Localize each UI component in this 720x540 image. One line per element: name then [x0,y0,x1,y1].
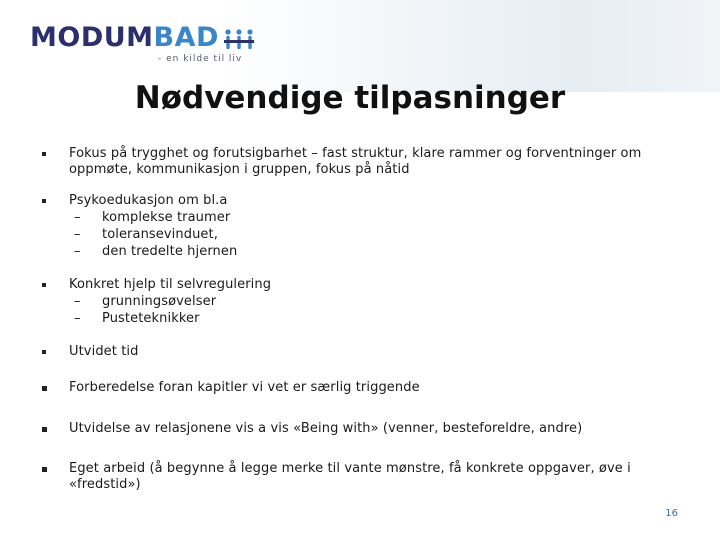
dash-marker: – [74,227,81,242]
bullet-marker [42,386,47,391]
dash-marker: – [74,311,81,326]
sub-item [69,243,689,260]
dash-marker: – [74,294,81,309]
bullet-marker [42,427,47,432]
sub-item [69,310,689,327]
logo-name-dark: MODUM [30,22,154,53]
list-item-text: Konkret hjelp til selvregulering [69,277,272,292]
sub-item [69,209,689,226]
sub-item-text: grunningsøvelser [102,294,217,309]
bullet-marker [42,152,46,156]
list-item-text: Eget arbeid (å begynne å legge merke til vante mønstre, få konkrete oppgaver, øve i «fredstid») [69,461,631,492]
bullet-marker [42,467,47,472]
page-title: Nødvendige tilpasninger [134,80,566,116]
list-item-text: Utvidelse av relasjonene vis a vis «Being with» (venner, besteforeldre, andre) [69,421,583,436]
list-item-text: Psykoedukasjon om bl.a [69,193,228,208]
logo-tagline: - en kilde til liv [158,54,243,64]
bullet-marker [42,283,46,287]
bullet-marker [42,199,46,203]
dash-marker: – [74,244,81,259]
bullet-marker [42,350,46,354]
list-item-text: Fokus på trygghet og forutsigbarhet – fast struktur, klare rammer og forventninger om oppmøte, kommunikasjon i gruppen, fokus på nåtid [69,146,642,177]
list-item-text: Forberedelse foran kapitler vi vet er særlig triggende [69,380,420,395]
sub-item-text: Pusteteknikker [102,311,200,326]
page-number: 16 [665,508,678,519]
sub-item [69,293,689,310]
sub-item-text: den tredelte hjernen [102,244,238,259]
dash-marker: – [74,210,81,225]
sub-item-text: toleransevinduet, [102,227,218,242]
sub-item [69,226,689,243]
sub-item-text: komplekse traumer [102,210,231,225]
logo-name-light: BAD [153,22,219,53]
list-item-text: Utvidet tid [69,344,139,359]
